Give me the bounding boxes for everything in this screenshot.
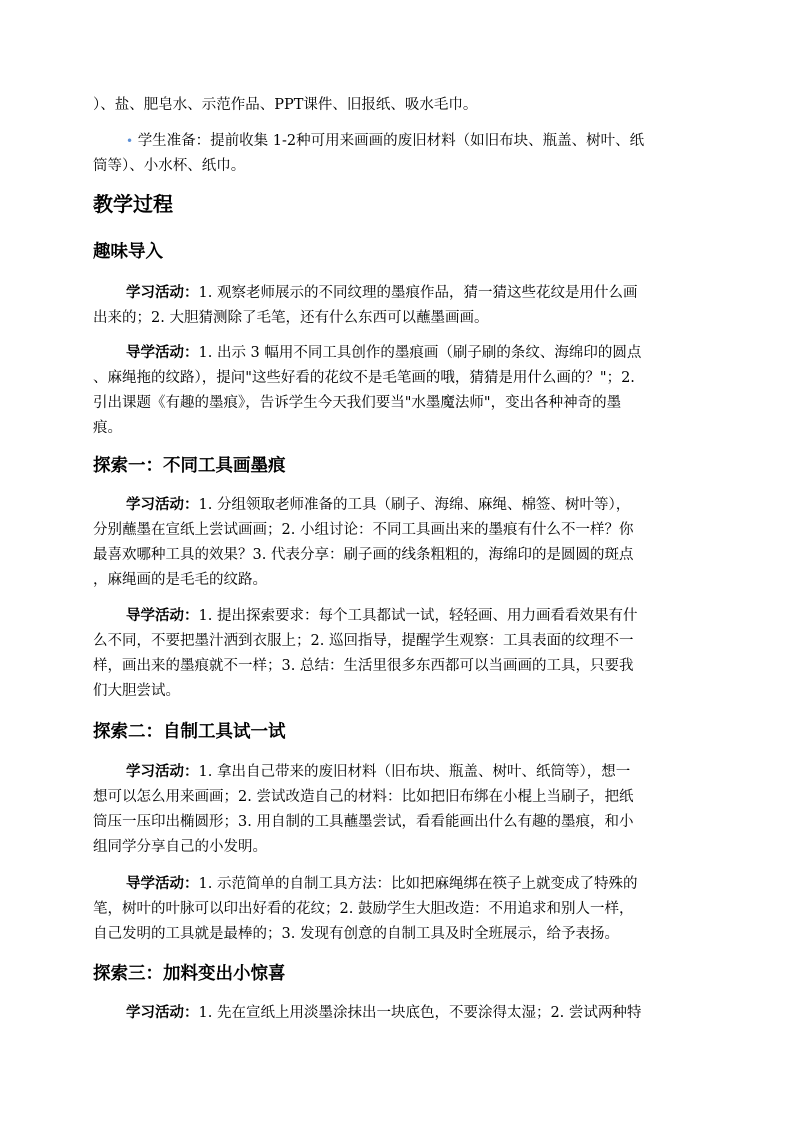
study-activity-explore-1-line-1: 学习活动：1. 分组领取老师准备的工具（刷子、海绵、麻绳、棉签、树叶等），	[126, 496, 631, 513]
study-activity-explore-2-line-4: 组同学分享自己的小发明。	[93, 839, 267, 855]
study-activity-explore-1-line-4: ，麻绳画的是毛毛的纹路。	[93, 572, 267, 588]
guide-activity-intro-line-2: 、麻绳拖的纹路），提问"这些好看的花纹不是毛笔画的哦，猜猜是用什么画的？"；2.	[93, 370, 635, 386]
teaching-process-heading: 教学过程	[93, 192, 173, 216]
section-title-explore-3: 探索三：加料变出小惊喜	[93, 964, 286, 984]
study-activity-explore-2-line-1: 学习活动：1. 拿出自己带来的废旧材料（旧布块、瓶盖、树叶、纸筒等），想一	[126, 763, 631, 780]
guide-activity-explore-1-line-2: 么不同，不要把墨汁洒到衣服上；2. 巡回指导，提醒学生观察：工具表面的纹理不一	[93, 633, 634, 649]
study-activity-intro-line-2: 出来的；2. 大胆猜测除了毛笔，还有什么东西可以蘸墨画画。	[93, 310, 489, 326]
guide-activity-explore-2-line-1: 导学活动：1. 示范简单的自制工具方法：比如把麻绳绑在筷子上就变成了特殊的	[126, 875, 638, 892]
guide-activity-explore-2-line-3: 自己发明的工具就是最棒的；3. 发现有创意的自制工具及时全班展示，给予表扬。	[93, 926, 619, 942]
section-title-explore-1: 探索一：不同工具画墨痕	[93, 456, 286, 476]
student-prep-line-1: • 学生准备：提前收集 1-2种可用来画画的废旧材料（如旧布块、瓶盖、树叶、纸	[126, 133, 645, 149]
section-title-explore-2: 探索二：自制工具试一试	[93, 722, 286, 742]
guide-activity-explore-1-line-3: 样，画出来的墨痕就不一样；3. 总结：生活里很多东西都可以当画画的工具，只要我	[93, 658, 634, 674]
study-activity-explore-1-line-3: 最喜欢哪种工具的效果？3. 代表分享：刷子画的线条粗粗的，海绵印的是圆圆的斑点	[93, 547, 634, 563]
section-title-intro: 趣味导入	[93, 242, 163, 262]
study-activity-explore-1-line-2: 分别蘸墨在宣纸上尝试画画；2. 小组讨论：不同工具画出来的墨痕有什么不一样？你	[93, 522, 634, 538]
guide-activity-intro-line-4: 痕。	[93, 420, 122, 436]
study-activity-intro-line-1: 学习活动：1. 观察老师展示的不同纹理的墨痕作品，猜一猜这些花纹是用什么画	[126, 284, 638, 301]
bullet-icon: •	[126, 134, 134, 148]
guide-activity-explore-2-line-2: 笔，树叶的叶脉可以印出好看的花纹；2. 鼓励学生大胆改造：不用追求和别人一样，	[93, 901, 634, 917]
study-activity-explore-3-line-1: 学习活动：1. 先在宣纸上用淡墨涂抹出一块底色，不要涂得太湿；2. 尝试两种特	[126, 1004, 642, 1021]
guide-activity-explore-1-line-4: 们大胆尝试。	[93, 683, 180, 699]
materials-continued: ）、盐、肥皂水、示范作品、PPT课件、旧报纸、吸水毛巾。	[93, 97, 478, 113]
guide-activity-explore-1-line-1: 导学活动：1. 提出探索要求：每个工具都试一试，轻轻画、用力画看看效果有什	[126, 607, 638, 624]
guide-activity-intro-line-3: 引出课题《有趣的墨痕》，告诉学生今天我们要当"水墨魔法师"，变出各种神奇的墨	[93, 395, 622, 411]
study-activity-explore-2-line-3: 筒压一压印出椭圆形；3. 用自制的工具蘸墨尝试，看看能画出什么有趣的墨痕，和小	[93, 814, 634, 830]
study-activity-explore-2-line-2: 想可以怎么用来画画；2. 尝试改造自己的材料：比如把旧布绑在小棍上当刷子，把纸	[93, 789, 634, 805]
student-prep-line-2: 筒等）、小水杯、纸巾。	[93, 158, 246, 174]
guide-activity-intro-line-1: 导学活动：1. 出示 3 幅用不同工具创作的墨痕画（刷子刷的条纹、海绵印的圆点	[126, 344, 642, 361]
